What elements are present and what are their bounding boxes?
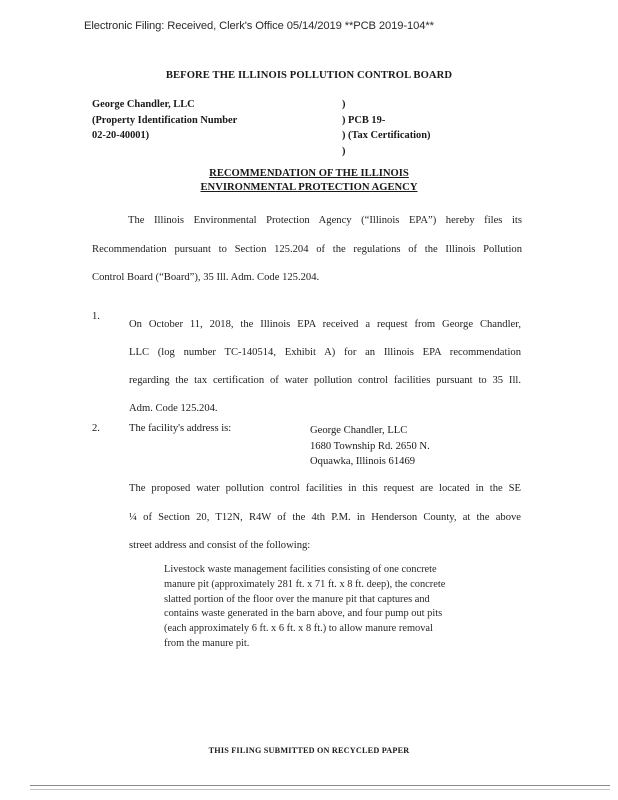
paragraph-line: regarding the tax certification of water pollution control facilities pursuant to 35 Ill. xyxy=(129,375,521,386)
caption-case-line: ) xyxy=(342,99,346,110)
facility-address xyxy=(310,423,430,470)
address-line: Oquawka, Illinois 61469 xyxy=(310,456,416,467)
quote-line: (each approximately 6 ft. x 6 ft. x 8 ft.) to allow manure removal xyxy=(164,623,433,635)
item-number: 1. xyxy=(92,311,100,322)
item-1-paragraph xyxy=(129,311,521,423)
intro-paragraph xyxy=(92,207,522,293)
quote-line: manure pit (approximately 281 ft. x 71 ft. x 8 ft. deep), the concrete xyxy=(164,578,446,590)
caption-case xyxy=(342,97,431,159)
filing-stamp: Electronic Filing: Received, Clerk's Office 05/14/2019 **PCB 2019-104** xyxy=(84,20,434,32)
caption-party-line: 02-20-40001) xyxy=(92,130,150,141)
caption-party-line: George Chandler, LLC xyxy=(92,99,195,110)
recycled-paper-footer: THIS FILING SUBMITTED ON RECYCLED PAPER xyxy=(208,746,410,755)
item-number: 2. xyxy=(92,423,100,434)
paragraph-line: street address and consist of the following: xyxy=(129,540,311,551)
paragraph-line: On October 11, 2018, the Illinois EPA received a request from George Chandler, xyxy=(129,319,521,330)
paragraph-line: The Illinois Environmental Protection Agency (“Illinois EPA”) hereby files its xyxy=(128,215,522,226)
page-bottom-rule xyxy=(30,785,610,786)
quote-line: slatted portion of the floor over the manure pit that captures and xyxy=(164,593,430,605)
page-bottom-rule xyxy=(30,789,610,790)
caption-case-line: ) xyxy=(342,145,346,157)
paragraph-line: LLC (log number TC-140514, Exhibit A) for an Illinois EPA recommendation xyxy=(129,347,521,358)
caption-case-line: ) (Tax Certification) xyxy=(342,130,431,141)
paragraph-line: ¼ of Section 20, T12N, R4W of the 4th P.M. in Henderson County, at the above xyxy=(129,511,521,523)
address-label: The facility's address is: xyxy=(129,423,232,434)
location-paragraph xyxy=(129,475,521,561)
caption-party-line: (Property Identification Number xyxy=(92,114,238,126)
document-title-line: RECOMMENDATION OF THE ILLINOIS xyxy=(209,168,409,179)
facility-description xyxy=(164,563,494,652)
document-title-line: ENVIRONMENTAL PROTECTION AGENCY xyxy=(200,182,418,193)
quote-line: from the manure pit. xyxy=(164,637,250,649)
paragraph-line: The proposed water pollution control facilities in this request are located in the SE xyxy=(129,483,521,494)
court-heading: BEFORE THE ILLINOIS POLLUTION CONTROL BOARD xyxy=(165,70,453,81)
document-title xyxy=(0,167,618,195)
caption-case-line: ) PCB 19- xyxy=(342,114,386,126)
quote-line: Livestock waste management facilities consisting of one concrete xyxy=(164,564,437,575)
paragraph-line: Adm. Code 125.204. xyxy=(129,403,218,414)
paragraph-line: Control Board (“Board”), 35 Ill. Adm. Code 125.204. xyxy=(92,272,320,283)
quote-line: contains waste generated in the barn above, and four pump out pits xyxy=(164,608,443,620)
address-line: 1680 Township Rd. 2650 N. xyxy=(310,440,430,452)
address-line: George Chandler, LLC xyxy=(310,425,408,436)
paragraph-line: Recommendation pursuant to Section 125.204 of the regulations of the Illinois Pollution xyxy=(92,243,522,255)
caption-party xyxy=(92,97,237,144)
